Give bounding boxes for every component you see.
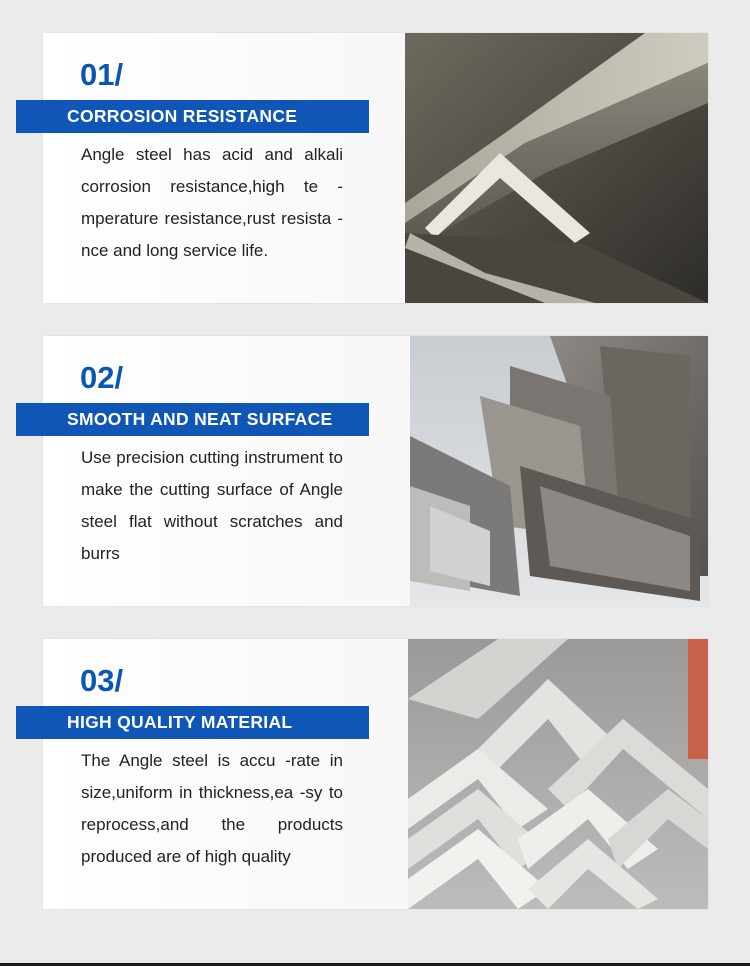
section-heading-band: SMOOTH AND NEAT SURFACE bbox=[16, 403, 369, 436]
feature-card-surface bbox=[43, 336, 708, 606]
section-number: 02/ bbox=[80, 360, 124, 395]
section-description: Use precision cutting instrument to make the cutting surface of Angle steel flat without scratches and burrs bbox=[81, 448, 343, 563]
angle-steel-pile-photo bbox=[408, 639, 708, 909]
angle-steel-closeup-photo bbox=[405, 33, 708, 303]
section-description: Angle steel has acid and alkali corrosion resistance,high te -mperature resistance,rust resista -nce and long service life. bbox=[81, 145, 343, 260]
section-number: 01/ bbox=[80, 57, 124, 92]
feature-card-corrosion bbox=[43, 33, 708, 303]
section-heading-band: HIGH QUALITY MATERIAL bbox=[16, 706, 369, 739]
section-number: 03/ bbox=[80, 663, 124, 698]
section-heading-band: CORROSION RESISTANCE bbox=[16, 100, 369, 133]
feature-card-quality bbox=[43, 639, 708, 909]
angle-steel-stack-photo bbox=[410, 336, 708, 606]
section-description: The Angle steel is accu -rate in size,uniform in thickness,ea -sy to reprocess,and the products produced are of high quality bbox=[81, 751, 343, 866]
